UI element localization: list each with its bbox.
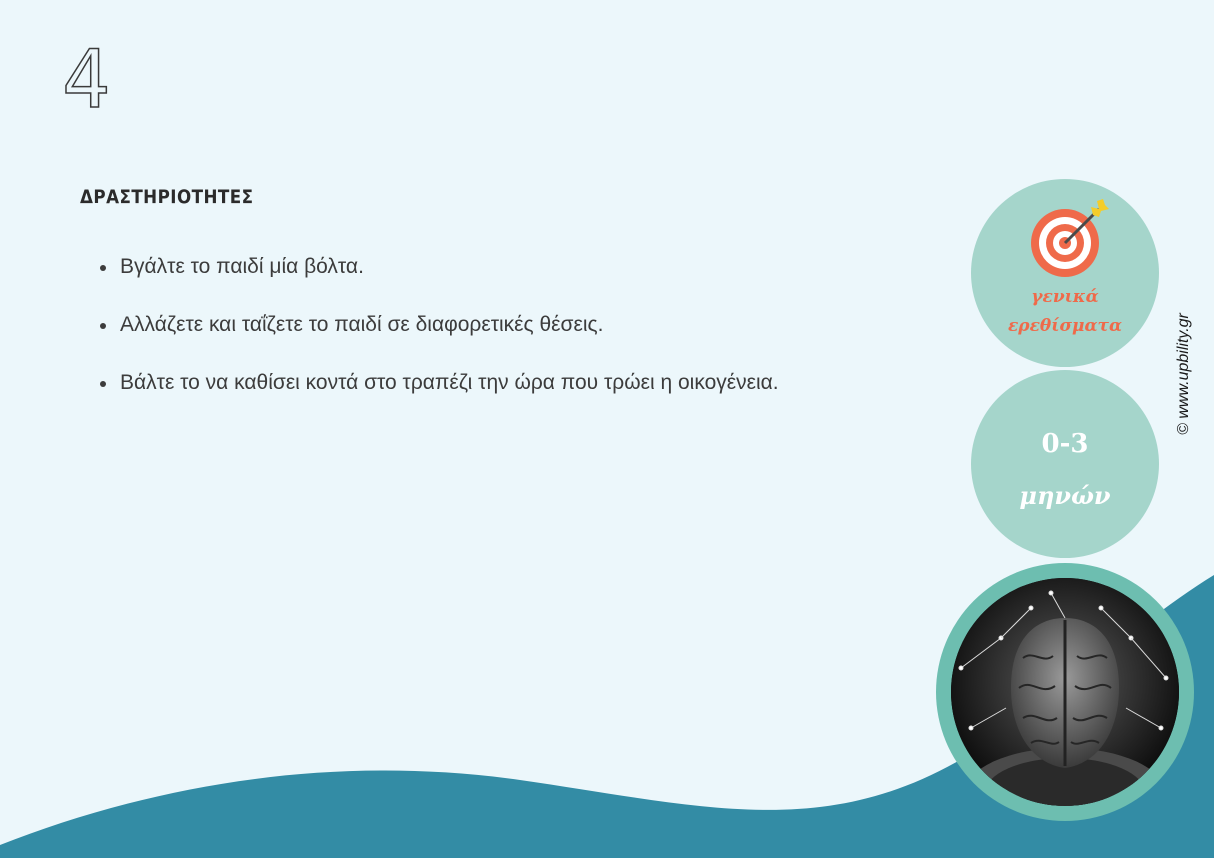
page-number: 4 xyxy=(62,33,111,126)
category-line-2: ερεθίσματα xyxy=(1007,316,1123,336)
target-icon xyxy=(1029,199,1109,279)
list-item: Βγάλτε το παιδί μία βόλτα. xyxy=(120,253,779,311)
brain-image-frame xyxy=(936,563,1194,821)
list-item: Βάλτε το να καθίσει κοντά στο τραπέζι την ώρα που τρώει η οικογένεια. xyxy=(120,369,779,427)
category-badge xyxy=(971,179,1159,367)
age-unit: μηνών xyxy=(1019,481,1111,510)
age-badge xyxy=(971,370,1159,558)
copyright-text: © www.upbility.gr xyxy=(1175,313,1192,435)
age-range: 0-3 xyxy=(1041,429,1089,459)
list-item: Αλλάζετε και ταΐζετε το παιδί σε διαφορετικές θέσεις. xyxy=(120,311,779,369)
age-label xyxy=(971,418,1159,522)
activity-list xyxy=(120,253,779,427)
section-heading: ΔΡΑΣΤΗΡΙΟΤΗΤΕΣ xyxy=(80,186,254,208)
category-label xyxy=(971,283,1159,341)
category-line-1: γενικά xyxy=(1031,287,1099,307)
brain-network-illustration xyxy=(951,578,1179,806)
